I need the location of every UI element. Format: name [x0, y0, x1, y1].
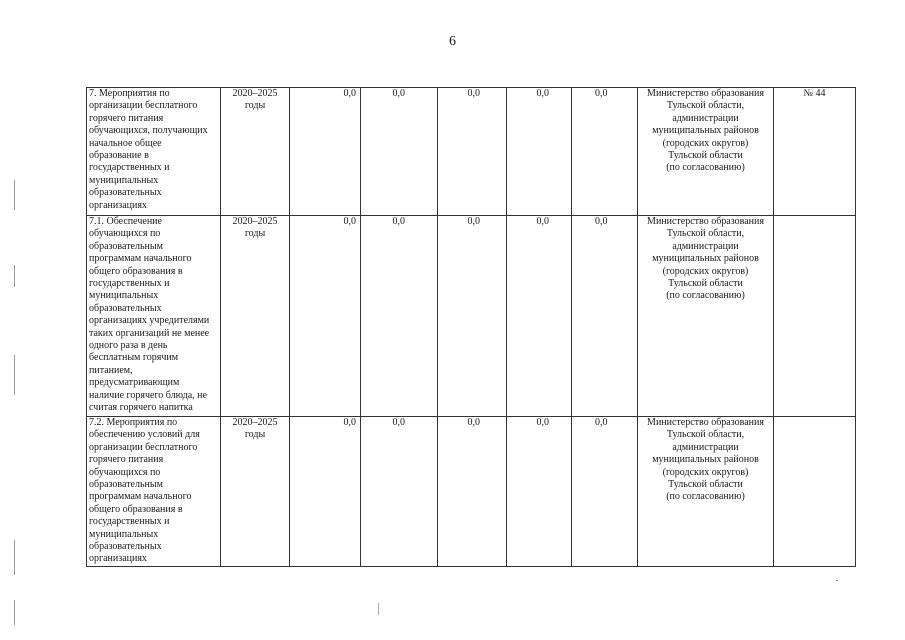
responsible-cell: Министерство образования Тульской области, администрации муниципальных районов (городских округов) Тульской области (по согласованию): [638, 417, 774, 567]
page-number: 6: [449, 34, 456, 49]
measure-name-cell: 7.2. Мероприятия по обеспечению условий для организации бесплатного горячего питания обучающихся по образовательным программам начального общего образования в государственных и муниципальных образовательных организациях: [87, 417, 221, 567]
value-cell: 0,0: [361, 417, 438, 567]
value-cell: 0,0: [438, 417, 507, 567]
table-row: [87, 417, 856, 567]
value-cell: 0,0: [361, 216, 438, 417]
measure-name-cell: 7.1. Обеспечение обучающихся по образовательным программам начального общего образования в государственных и муниципальных образовательных организациях учредителями таких организаций не менее одного раза в день бесплатным горячим питанием, предусматривающим наличие горячего блюда, не считая горячего напитка: [87, 216, 221, 417]
value-cell: 0,0: [290, 417, 361, 567]
scan-speck: [836, 580, 838, 581]
value-cell: 0,0: [507, 417, 572, 567]
value-cell: 0,0: [290, 216, 361, 417]
period-cell: 2020–2025 годы: [221, 88, 290, 216]
indicator-cell: [774, 417, 856, 567]
table-row: [87, 216, 856, 417]
scan-speck: [378, 603, 379, 615]
responsible-cell: Министерство образования Тульской области, администрации муниципальных районов (городских округов) Тульской области (по согласованию): [638, 88, 774, 216]
period-cell: 2020–2025 годы: [221, 216, 290, 417]
value-cell: 0,0: [507, 216, 572, 417]
period-cell: 2020–2025 годы: [221, 417, 290, 567]
value-cell: 0,0: [572, 88, 638, 216]
value-cell: 0,0: [572, 216, 638, 417]
value-cell: 0,0: [361, 88, 438, 216]
indicator-cell: № 44: [774, 88, 856, 216]
table-row: [87, 88, 856, 216]
measures-table: [86, 87, 856, 567]
value-cell: 0,0: [438, 216, 507, 417]
measure-name-cell: 7. Мероприятия по организации бесплатного горячего питания обучающихся, получающих начальное общее образование в государственных и муниципальных образовательных организациях: [87, 88, 221, 216]
value-cell: 0,0: [507, 88, 572, 216]
value-cell: 0,0: [290, 88, 361, 216]
value-cell: 0,0: [572, 417, 638, 567]
indicator-cell: [774, 216, 856, 417]
value-cell: 0,0: [438, 88, 507, 216]
responsible-cell: Министерство образования Тульской области, администрации муниципальных районов (городских округов) Тульской области (по согласованию): [638, 216, 774, 417]
